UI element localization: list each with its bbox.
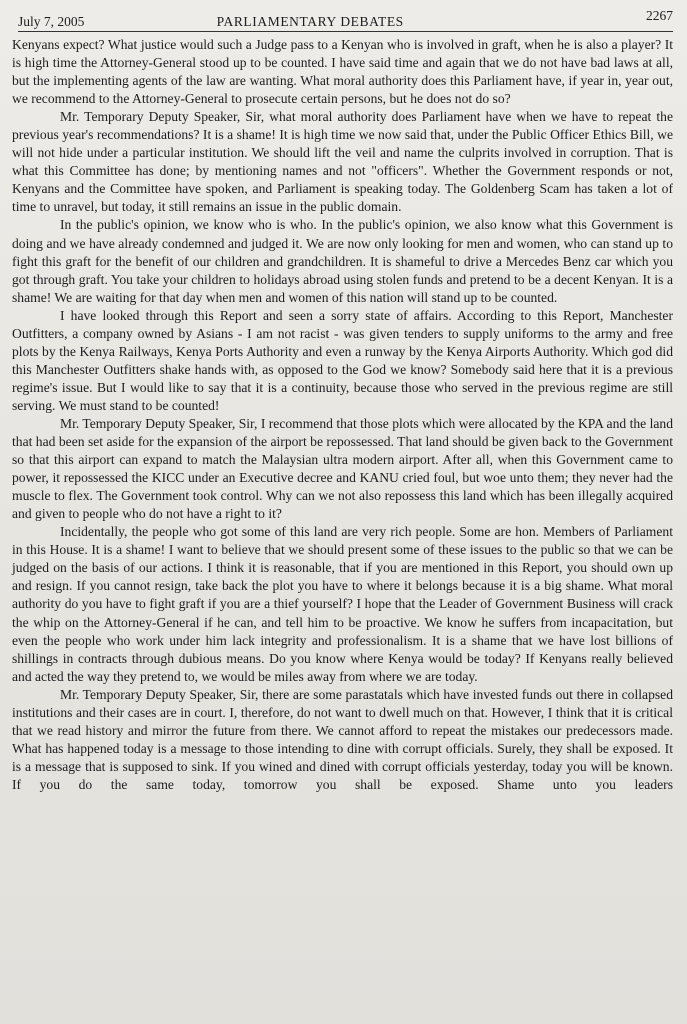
paragraph-4: I have looked through this Report and seen a sorry state of affairs. According to this Report, Manchester Outfitters, a company owned by Asians - I am not racist - was given tenders to supply uniforms to the army and free plots by the Kenya Railways, Kenya Ports Authority and even a runway by the Kenya Airports Authority. Which god did this Manchester Outfitters shake hands with, as opposed to the God we know? Somebody said here that it is a previous regime's issue. But I would like to say that it is a continuity, because those who served in the previous regime are still serving. We must stand to be counted! — [12, 307, 673, 413]
page-header — [18, 10, 673, 32]
paragraph-5: Mr. Temporary Deputy Speaker, Sir, I recommend that those plots which were allocated by the KPA and the land that had been set aside for the expansion of the airport be repossessed. That land should be given back to the Government so that this airport can expand to match the Malaysian ultra modern airport. After all, when this Government came to power, it repossessed the KICC under an Executive decree and KANU cried foul, but woe unto them; they never had the muscle to flex. The Government took control. Why can we not also repossess this land which has been illegally acquired and given to people who do not have a right to it? — [12, 415, 673, 522]
paragraph-6: Incidentally, the people who got some of this land are very rich people. Some are hon. Members of Parliament in this House. It is a shame! I want to believe that we should present some of these issues to the public so that we can be judged on the basis of our actions. I think it is reasonable, that if you are mentioned in this Report, you should own up and resign. If you cannot resign, take back the plot you have to where it belongs because it is a big shame. What moral authority do you have to fight graft if you are a thief yourself? I hope that the Leader of Government Business will crack the whip on the Attorney-General if he can, and tell him to be proactive. We know he suffers from incapacitation, but even the people who work under him lack integrity and professionalism. It is a shame that we have lost billions of shillings in contracts through dubious means. Do you know where Kenya would be today? If Kenyans really believed and acted the way they pretend to, we would be miles away from where we are today. — [12, 524, 673, 684]
paragraph-7: Mr. Temporary Deputy Speaker, Sir, there are some parastatals which have invested funds out there in collapsed institutions and their cases are in court. I, therefore, do not want to dwell much on that. However, I think that it is critical that we read history and mirror the future from there. We cannot afford to repeat the mistakes our predecessors made. What has happened today is a message to those intending to dine with corrupt officials. Surely, they shall be exposed. It is a message that is supposed to sink. If you wined and dined with corrupt officials yesterday, today you will be known. If you do the same today, tomorrow you shall be exposed. Shame unto you leaders — [12, 686, 673, 792]
paragraph-3: In the public's opinion, we know who is who. In the public's opinion, we also know what this Government is doing and we have already condemned and judged it. We are now only looking for men and women, who can stand up to fight this graft for the benefit of our children and grandchildren. It is shameful to drive a Mercedes Benz car which you got through graft. You take your children to holidays abroad using stolen funds and pretend to be a decent Kenyan. It is a shame! We are waiting for that day when men and women of this nation will stand up to be counted. — [12, 217, 673, 305]
paragraph-1: Kenyans expect? What justice would such a Judge pass to a Kenyan who is involved in graft, when he is also a player? It is high time the Attorney-General stood up to be counted. I have said time and again that we do not have bad laws at all, but the implementing agents of the law are wanting. What moral authority does this Parliament have, if year in, year out, we recommend to the Attorney-General to prosecute certain persons, but he does not do so? — [12, 37, 673, 107]
page-number: 2267 — [646, 8, 673, 23]
header-date: July 7, 2005 — [18, 14, 85, 29]
header-title: PARLIAMENTARY DEBATES — [216, 14, 404, 29]
paragraph-2: Mr. Temporary Deputy Speaker, Sir, what moral authority does Parliament have when we have to repeat the previous year's recommendations? It is a shame! It is high time we now said that, under the Public Officer Ethics Bill, we will not hide under a particular institution. We should lift the veil and name the culprits involved in corruption. That is what this Committee has done; by mentioning names and not "officers". Whether the Government responds or not, Kenyans and the Committee have spoken, and Parliament is speaking today. The Goldenberg Scam has taken a lot of time to unravel, but today, it still remains an issue in the public domain. — [12, 109, 673, 215]
debate-text — [12, 36, 673, 794]
